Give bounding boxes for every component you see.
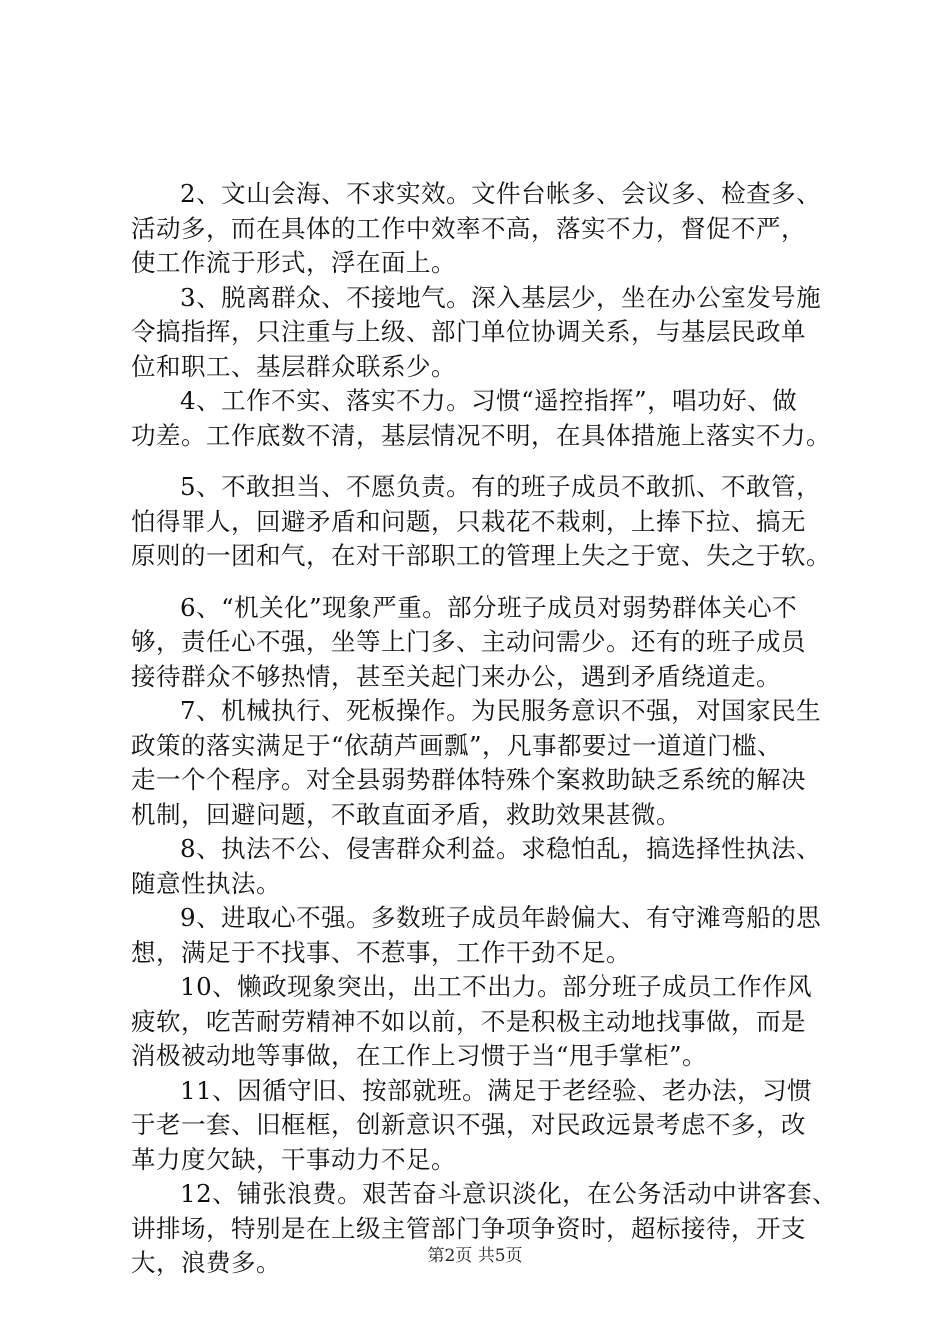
- text-line: 5、不敢担当、不愿负责。有的班子成员不敢抓、不敢管，: [180, 472, 822, 501]
- text-line: 8、执法不公、侵害群众利益。求稳怕乱，搞选择性执法、: [180, 834, 822, 863]
- text-line: 12、铺张浪费。艰苦奋斗意识淡化，在公务活动中讲客套、: [180, 1179, 838, 1208]
- text-line: 使工作流于形式，浮在面上。: [131, 248, 456, 277]
- text-line: 想，满足于不找事、不惹事，工作干劲不足。: [131, 937, 631, 967]
- text-line: 10、懒政现象突出，出工不出力。部分班子成员工作作风: [180, 972, 813, 1001]
- text-line: 讲排场，特别是在上级主管部门争项争资时，超标接待，开支: [131, 1213, 806, 1243]
- text-line: 活动多，而在具体的工作中效率不高，落实不力，督促不严，: [131, 213, 806, 243]
- text-line: 消极被动地等事做，在工作上习惯于当“甩手掌柜”。: [131, 1041, 708, 1070]
- text-line: 够，责任心不强，坐等上门多、主动问需少。还有的班子成员: [131, 627, 806, 656]
- text-line: 接待群众不够热情，甚至关起门来办公，遇到矛盾绕道走。: [131, 661, 781, 691]
- paragraph-gap: [131, 574, 841, 591]
- text-line: 大，浪费多。: [131, 1248, 281, 1277]
- text-line: 4、工作不实、落实不力。习惯“遥控指挥”，唱功好、做: [180, 386, 798, 415]
- paragraph-3: [131, 281, 841, 385]
- text-line: 功差。工作底数不清，基层情况不明，在具体措施上落实不力。: [131, 420, 831, 450]
- text-line: 2、文山会海、不求实效。文件台帐多、会议多、检查多、: [180, 179, 822, 208]
- paragraph-8: [131, 832, 841, 901]
- text-line: 革力度欠缺，干事动力不足。: [131, 1144, 456, 1174]
- paragraph-6: [131, 591, 841, 695]
- paragraph-2: [131, 177, 841, 281]
- paragraph-7: [131, 694, 841, 832]
- text-line: 令搞指挥，只注重与上级、部门单位协调关系，与基层民政单: [131, 317, 806, 346]
- text-line: 位和职工、基层群众联系少。: [131, 351, 456, 381]
- text-line: 随意性执法。: [131, 868, 281, 898]
- page-number-footer: 第2页 共5页: [427, 1246, 523, 1266]
- text-line: 怕得罪人，回避矛盾和问题，只栽花不栽刺，上捧下拉、搞无: [131, 506, 806, 536]
- paragraph-gap: [131, 453, 841, 470]
- document-body: [131, 177, 841, 1281]
- paragraph-5: [131, 470, 841, 574]
- text-line: 11、因循守旧、按部就班。满足于老经验、老办法，习惯: [180, 1075, 813, 1105]
- paragraph-11: [131, 1074, 841, 1178]
- paragraph-4: [131, 384, 841, 453]
- text-line: 走一个个程序。对全县弱势群体特殊个案救助缺乏系统的解决: [131, 765, 806, 794]
- paragraph-10: [131, 970, 841, 1074]
- text-line: 7、机械执行、死板操作。为民服务意识不强，对国家民生: [180, 696, 822, 725]
- text-line: 于老一套、旧框框，创新意识不强，对民政远景考虑不多，改: [131, 1110, 806, 1139]
- text-line: 9、进取心不强。多数班子成员年龄偏大、有守滩弯船的思: [180, 903, 822, 932]
- text-line: 6、“机关化”现象严重。部分班子成员对弱势群体关心不: [180, 592, 798, 622]
- text-line: 政策的落实满足于“依葫芦画瓢”，凡事都要过一道道门槛、: [131, 730, 783, 760]
- text-line: 原则的一团和气，在对干部职工的管理上失之于宽、失之于软。: [131, 541, 831, 570]
- text-line: 机制，回避问题，不敢直面矛盾，救助效果甚微。: [131, 799, 681, 829]
- paragraph-9: [131, 901, 841, 970]
- text-line: 3、脱离群众、不接地气。深入基层少，坐在办公室发号施: [180, 282, 822, 312]
- text-line: 疲软，吃苦耐劳精神不如以前，不是积极主动地找事做，而是: [131, 1006, 806, 1036]
